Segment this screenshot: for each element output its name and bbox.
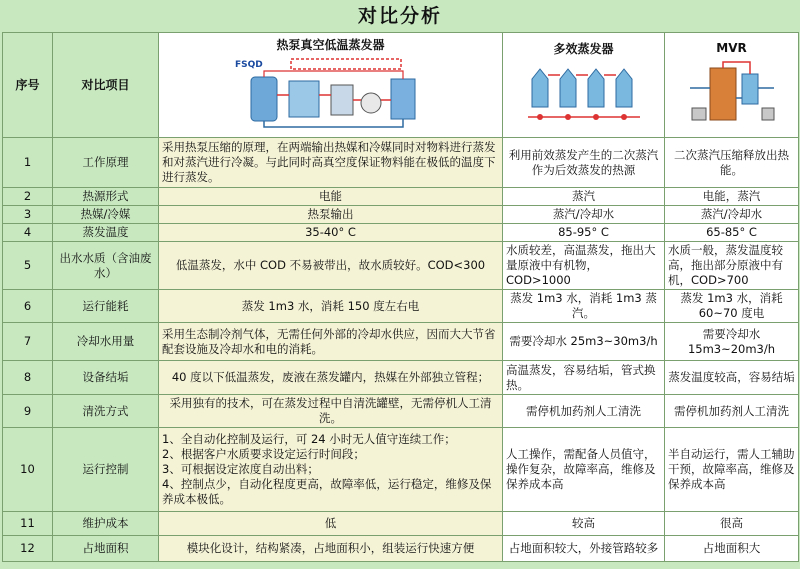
page-title: 对比分析 bbox=[0, 0, 800, 32]
mvr-cell: 很高 bbox=[665, 512, 799, 536]
heat-pump-cell: 40 度以下低温蒸发，废液在蒸发罐内，热媒在外部独立管程； bbox=[159, 361, 503, 395]
table-row bbox=[3, 138, 799, 188]
mvr-cell: 需要冷却水 15m3~20m3/h bbox=[665, 323, 799, 361]
table-row bbox=[3, 395, 799, 428]
mvr-cell: 65-85° C bbox=[665, 224, 799, 242]
mvr-cell: 蒸汽/冷却水 bbox=[665, 206, 799, 224]
header-row bbox=[3, 33, 799, 138]
multi-effect-cell: 高温蒸发，容易结垢，管式换热。 bbox=[503, 361, 665, 395]
row-item: 维护成本 bbox=[53, 512, 159, 536]
control-list-item: 1、全自动化控制及运行，可 24 小时无人值守连续工作； bbox=[162, 432, 456, 446]
heat-pump-cell: 35-40° C bbox=[159, 224, 503, 242]
table-row bbox=[3, 224, 799, 242]
row-item: 清洗方式 bbox=[53, 395, 159, 428]
row-num: 6 bbox=[3, 290, 53, 323]
control-list-item: 4、控制点少，自动化程度更高，故障率低，运行稳定，维修及保养成本极低。 bbox=[162, 477, 492, 506]
heat-pump-cell: 采用独有的技术，可在蒸发过程中自清洗罐壁，无需停机人工清洗。 bbox=[159, 395, 503, 428]
table-row bbox=[3, 361, 799, 395]
multi-effect-cell: 利用前效蒸发产生的二次蒸汽作为后效蒸发的热源 bbox=[503, 138, 665, 188]
control-list-item: 2、根据客户水质要求设定运行时间段； bbox=[162, 447, 365, 461]
row-item: 出水水质（含油废水） bbox=[53, 242, 159, 290]
control-list-item: 3、可根据设定浓度自动出料； bbox=[162, 462, 319, 476]
row-item: 运行能耗 bbox=[53, 290, 159, 323]
mvr-cell: 蒸发温度较高，容易结垢 bbox=[665, 361, 799, 395]
header-heat-pump bbox=[159, 33, 503, 138]
table-row bbox=[3, 512, 799, 536]
mvr-cell: 需停机加药剂人工清洗 bbox=[665, 395, 799, 428]
heat-pump-cell: 模块化设计，结构紧凑，占地面积小，组装运行快速方便 bbox=[159, 536, 503, 562]
header-mvr-label: MVR bbox=[716, 40, 747, 55]
table-row bbox=[3, 242, 799, 290]
multi-effect-cell: 占地面积较大，外接管路较多 bbox=[503, 536, 665, 562]
mvr-diagram bbox=[682, 58, 782, 130]
row-item: 设备结垢 bbox=[53, 361, 159, 395]
row-num: 8 bbox=[3, 361, 53, 395]
heat-pump-cell: 电能 bbox=[159, 188, 503, 206]
multi-effect-cell: 蒸汽/冷却水 bbox=[503, 206, 665, 224]
heat-pump-cell: 低 bbox=[159, 512, 503, 536]
multi-effect-cell: 蒸汽 bbox=[503, 188, 665, 206]
table-row bbox=[3, 188, 799, 206]
row-item: 运行控制 bbox=[53, 428, 159, 512]
mvr-cell: 电能，蒸汽 bbox=[665, 188, 799, 206]
table-row bbox=[3, 428, 799, 512]
mvr-cell: 半自动运行，需人工辅助干预，故障率高，维修及保养成本高 bbox=[665, 428, 799, 512]
multi-effect-cell: 85-95° C bbox=[503, 224, 665, 242]
row-num: 3 bbox=[3, 206, 53, 224]
header-num: 序号 bbox=[3, 33, 53, 138]
multi-effect-cell: 较高 bbox=[503, 512, 665, 536]
heat-pump-cell: 采用热泵压缩的原理，在两端输出热媒和冷媒同时对物料进行蒸发和对蒸汽进行冷凝。与此同时高真空度保证物料能在极低的温度下进行蒸发。 bbox=[159, 138, 503, 188]
row-num: 5 bbox=[3, 242, 53, 290]
multi-effect-cell: 需停机加药剂人工清洗 bbox=[503, 395, 665, 428]
mvr-cell: 占地面积大 bbox=[665, 536, 799, 562]
row-num: 12 bbox=[3, 536, 53, 562]
heat-pump-cell bbox=[159, 428, 503, 512]
row-item: 热媒/冷媒 bbox=[53, 206, 159, 224]
table-row bbox=[3, 290, 799, 323]
header-multi-effect-label: 多效蒸发器 bbox=[553, 41, 614, 56]
header-mvr bbox=[665, 33, 799, 138]
multi-effect-cell: 水质较差，高温蒸发，拖出大量原液中有机物，COD>1000 bbox=[503, 242, 665, 290]
table-row bbox=[3, 323, 799, 361]
heat-pump-cell: 热泵输出 bbox=[159, 206, 503, 224]
multi-effect-cell: 蒸发 1m3 水，消耗 1m3 蒸汽。 bbox=[503, 290, 665, 323]
multi-effect-cell: 需要冷却水 25m3~30m3/h bbox=[503, 323, 665, 361]
row-num: 7 bbox=[3, 323, 53, 361]
comparison-table bbox=[2, 32, 799, 562]
row-num: 10 bbox=[3, 428, 53, 512]
heat-pump-diagram bbox=[231, 55, 431, 133]
heat-pump-cell: 蒸发 1m3 水，消耗 150 度左右电 bbox=[159, 290, 503, 323]
multi-effect-cell: 人工操作，需配备人员值守，操作复杂，故障率高，维修及保养成本高 bbox=[503, 428, 665, 512]
mvr-cell: 水质一般，蒸发温度较高，拖出部分原液中有机，COD>700 bbox=[665, 242, 799, 290]
row-num: 1 bbox=[3, 138, 53, 188]
row-num: 11 bbox=[3, 512, 53, 536]
row-num: 2 bbox=[3, 188, 53, 206]
table-row bbox=[3, 206, 799, 224]
row-item: 冷却水用量 bbox=[53, 323, 159, 361]
brand-logo-text: FSQD bbox=[234, 59, 263, 70]
mvr-cell: 二次蒸汽压缩释放出热能。 bbox=[665, 138, 799, 188]
row-num: 9 bbox=[3, 395, 53, 428]
header-heat-pump-label: 热泵真空低温蒸发器 bbox=[276, 37, 385, 52]
header-multi-effect bbox=[503, 33, 665, 138]
header-item: 对比项目 bbox=[53, 33, 159, 138]
row-item: 热源形式 bbox=[53, 188, 159, 206]
table-row bbox=[3, 536, 799, 562]
row-item: 占地面积 bbox=[53, 536, 159, 562]
row-item: 蒸发温度 bbox=[53, 224, 159, 242]
row-num: 4 bbox=[3, 224, 53, 242]
heat-pump-cell: 采用生态制冷剂气体，无需任何外部的冷却水供应，因而大大节省配套设施及冷却水和电的消耗。 bbox=[159, 323, 503, 361]
multi-effect-diagram bbox=[524, 59, 644, 129]
heat-pump-cell: 低温蒸发，水中 COD 不易被带出，故水质较好。COD<300 bbox=[159, 242, 503, 290]
mvr-cell: 蒸发 1m3 水，消耗 60~70 度电 bbox=[665, 290, 799, 323]
row-item: 工作原理 bbox=[53, 138, 159, 188]
